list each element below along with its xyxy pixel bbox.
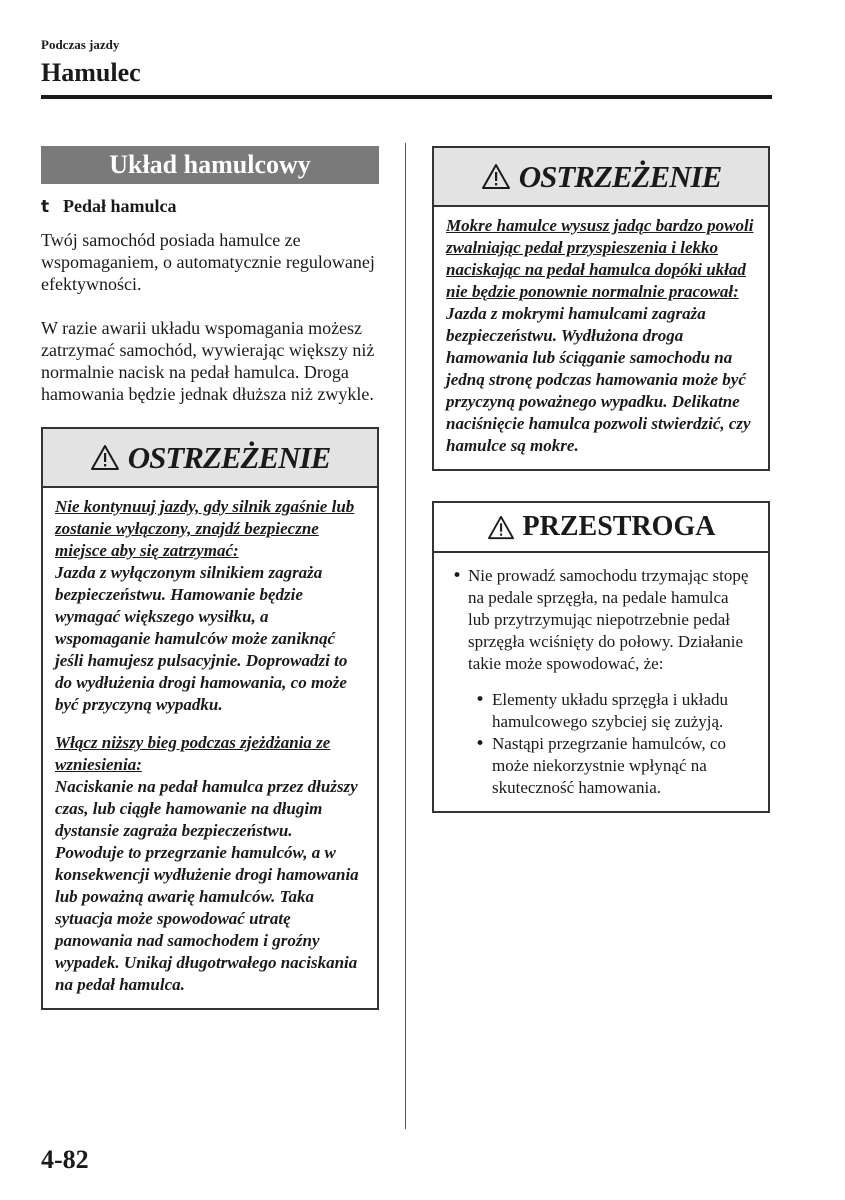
warning-box: [41, 427, 379, 1010]
warning-item: [55, 732, 365, 996]
page-title: Hamulec: [41, 58, 141, 87]
bullet-item: [446, 565, 754, 675]
warning-triangle-icon: [487, 515, 515, 540]
bullet-dot-icon: •: [474, 734, 486, 754]
paragraph: Twój samochód posiada hamulce ze wspomaganiem, o automatycznie regulowanej efektywności.: [41, 230, 375, 294]
warning-text: Naciskanie na pedał hamulca przez dłuższy czas, lub ciągłe hamowanie na długim dystansie zagraża bezpieczeństwu. Powoduje to przegrzanie hamulców, a w konsekwencji wydłużenie drogi hamowania lub poważną awarię hamulców. Taka sytuacja może spowodować utratę panowania nad samochodem i groźny wypadek. Unikaj długotrwałego naciskania na pedał hamulca.: [55, 777, 359, 994]
left-column: [41, 146, 379, 1010]
sub-bullet-text: Elementy układu sprzęgła i układu hamulcowego szybciej się zużyją.: [492, 690, 729, 731]
warning-title: OSTRZEŻENIE: [127, 439, 331, 475]
warning-header: [434, 148, 768, 207]
sub-bullet-list: [468, 689, 754, 799]
warning-title: OSTRZEŻENIE: [518, 158, 722, 194]
subheading-marker: t: [41, 196, 50, 217]
bullet-dot-icon: •: [474, 690, 486, 710]
caution-body: [434, 553, 768, 811]
warning-item: [446, 215, 756, 457]
caution-box: [432, 501, 770, 813]
warning-lead: Mokre hamulce wysusz jadąc bardzo powoli zwalniając pedał przyspieszenia i lekko naciskając na pedał hamulca dopóki układ nie będzie ponownie normalnie pracował:: [446, 216, 754, 301]
warning-triangle-icon: [481, 163, 511, 190]
sub-bullet-item: [468, 733, 754, 799]
page-number: 4-82: [41, 1145, 89, 1174]
sub-bullet-text: Nastąpi przegrzanie hamulców, co może niekorzystnie wpłynąć na skuteczność hamowania.: [492, 734, 726, 797]
section-label: Podczas jazdy: [41, 37, 120, 52]
warning-lead: Włącz niższy bieg podczas zjeżdżania ze wzniesienia:: [55, 733, 331, 774]
section-title-bar: Układ hamulcowy: [41, 146, 379, 184]
warning-text: Jazda z mokrymi hamulcami zagraża bezpieczeństwu. Wydłużona droga hamowania lub ściąganie samochodu na jedną stronę podczas hamowania może być przyczyną poważnego wypadku. Delikatne naciśnięcie hamulca pozwoli stwierdzić, czy hamulce są mokre.: [446, 304, 751, 455]
sub-bullet-item: [468, 689, 754, 733]
caution-header: [434, 503, 768, 553]
warning-header: [43, 429, 377, 488]
paragraph: W razie awarii układu wspomagania możesz zatrzymać samochód, wywierając większy niż normalnie nacisk na pedał hamulca. Droga hamowania będzie jednak dłuższa niż zwykle.: [41, 318, 375, 404]
warning-lead: Nie kontynuuj jazdy, gdy silnik zgaśnie lub zostanie wyłączony, znajdź bezpieczne miejsce aby się zatrzymać:: [55, 497, 355, 560]
warning-triangle-icon: [90, 444, 120, 471]
caution-title: PRZESTROGA: [522, 511, 716, 542]
right-column: [432, 146, 770, 813]
warning-box: [432, 146, 770, 471]
warning-text: Jazda z wyłączonym silnikiem zagraża bezpieczeństwu. Hamowanie będzie wymagać większego wysiłku, a wspomaganie hamulców może zaniknąć jeśli hamujesz pulsacyjnie. Doprowadzi to do wydłużenia drogi hamowania, co może być przyczyną wypadku.: [55, 563, 348, 714]
warning-item: [55, 496, 365, 716]
subheading-label: Pedał hamulca: [63, 196, 177, 216]
header-rule: [41, 95, 772, 99]
column-divider: [405, 143, 406, 1129]
warning-body: [434, 207, 768, 469]
warning-body: [43, 488, 377, 1008]
subheading: [41, 196, 379, 217]
bullet-text: Nie prowadź samochodu trzymając stopę na pedale sprzęgła, na pedale hamulca lub przytrzymując niepotrzebnie pedał sprzęgła wciśnięty do połowy. Działanie takie może spowodować, że:: [468, 566, 749, 673]
bullet-dot-icon: •: [451, 566, 463, 586]
